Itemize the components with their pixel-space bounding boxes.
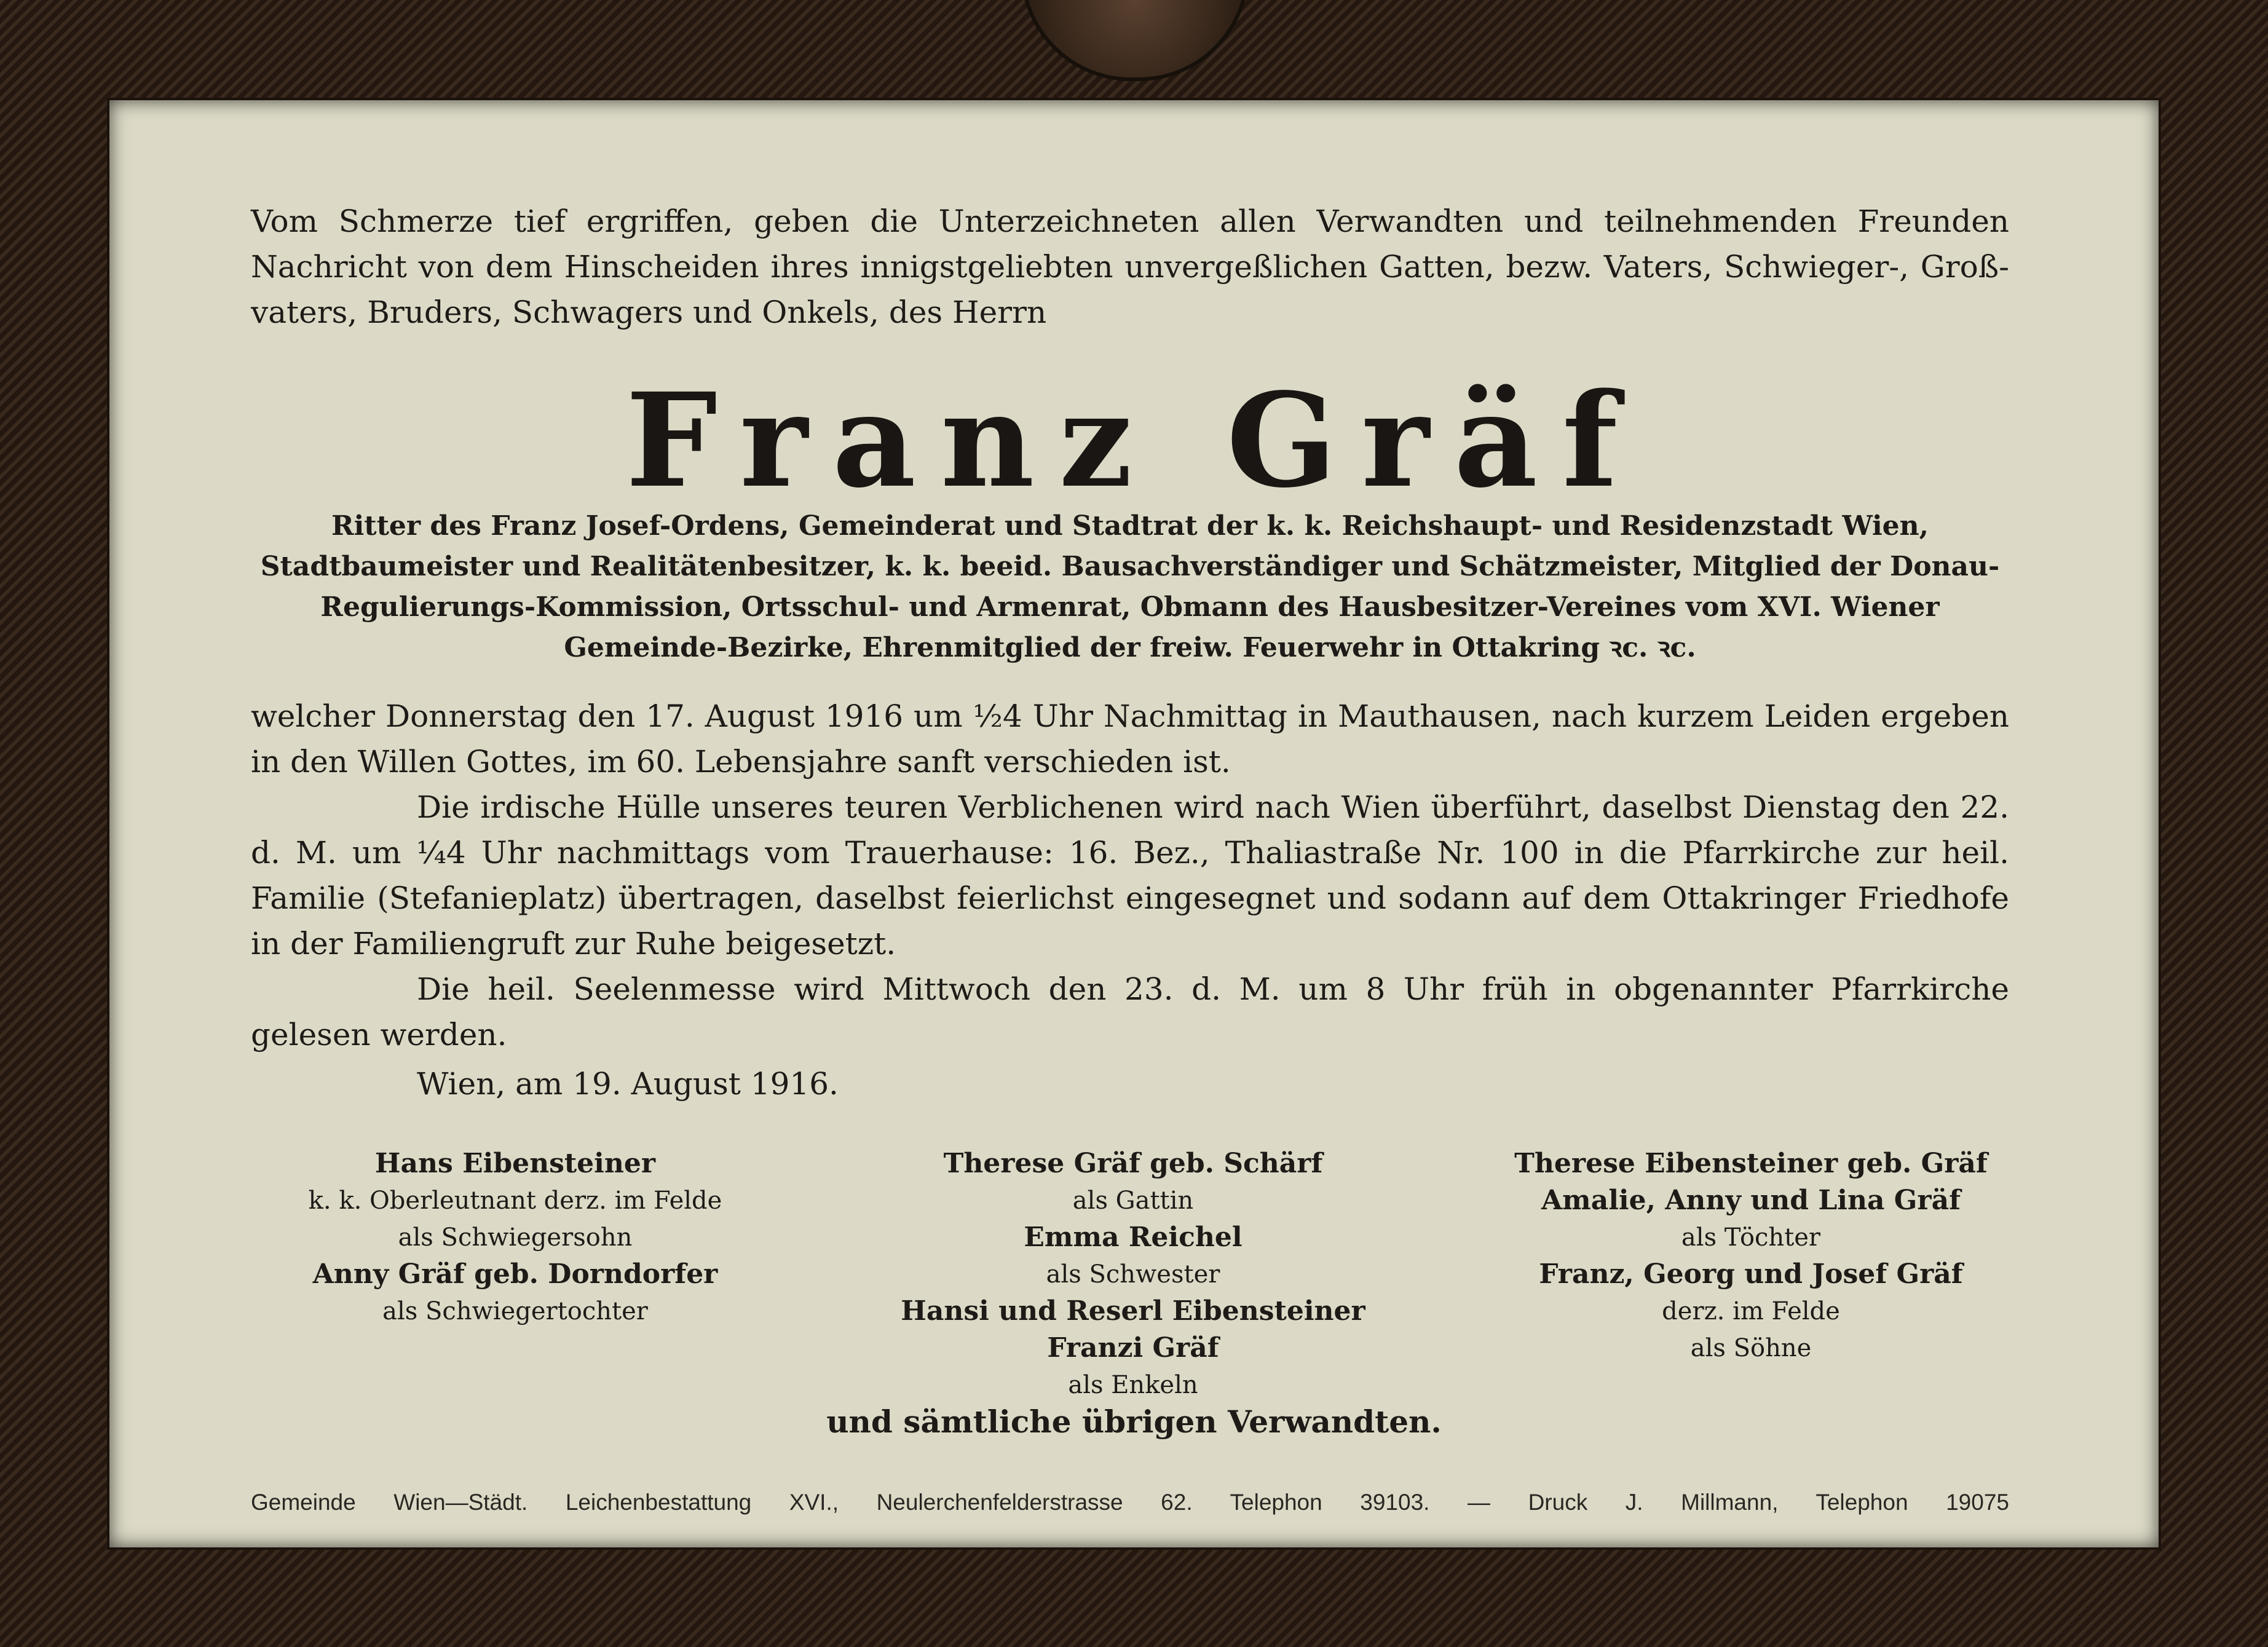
mourner-name: Hans Eibensteiner <box>374 1148 656 1179</box>
printer-footer: Gemeinde Wien—Städt. Leichenbestattung XVI., Neulerchenfelderstrasse 62. Telephon 39103. — Druck J. Millmann, Telephon 19075 <box>251 1490 2009 1515</box>
deceased-titles: Ritter des Franz Josef-Ordens, Gemeinderat und Stadtrat der k. k. Reichshaupt- und Residenzstadt Wien, Stadtbaumeister und Realitätenbesitzer, k. k. beeid. Bausachverständiger und Schätzmeister, Mitglied der Donau-Regulierungs-Kommission, Ortsschul- und Armenrat, Obmann des Hausbesitzer-Vereines vom XVI. Wiener Gemeinde-Bezirke, Ehrenmitglied der freiw. Feuerwehr in Ottakring ꝛc. ꝛc. <box>260 510 2000 663</box>
place-date: Wien, am 19. August 1916. <box>417 1066 839 1102</box>
notice-body <box>251 693 2009 1057</box>
mourner-name: Anny Gräf geb. Dorndorfer <box>312 1258 718 1290</box>
mourner-relation: als Söhne <box>1690 1334 1812 1362</box>
death-notice-card <box>109 100 2159 1547</box>
mourner-name: Hansi und Reserl Eibensteiner <box>901 1295 1365 1327</box>
funeral-paragraph: Die irdische Hülle unseres teuren Verblichenen wird nach Wien überführt, daselbst Dienstag den 22. d. M. um ¼4 Uhr nachmittags vom Trauerhause: 16. Bez., Thaliastraße Nr. 100 in die Pfarrkirche zur heil. Familie (Stefanieplatz) übertragen, daselbst feierlichst eingesegnet und sodann auf dem Ottakringer Friedhofe in der Familiengruft zur Ruhe beigesetzt. <box>251 789 2009 962</box>
mourner-relation: als Gattin <box>1072 1187 1194 1215</box>
mourners-column-right <box>1444 1145 2058 1367</box>
mourner-relation: als Schwiegersohn <box>398 1223 633 1252</box>
mourner-relation: als Schwiegertochter <box>382 1297 648 1325</box>
mourner-name: Amalie, Anny und Lina Gräf <box>1541 1185 1961 1216</box>
mourner-relation: als Schwester <box>1046 1260 1220 1289</box>
mourner-name: Emma Reichel <box>1024 1222 1243 1253</box>
mourners-column-center <box>826 1145 1440 1404</box>
mourner-role: k. k. Oberleutnant derz. im Felde <box>308 1187 722 1215</box>
mourner-role: derz. im Felde <box>1662 1297 1840 1325</box>
mourner-name: Franzi Gräf <box>1047 1332 1219 1364</box>
mourners-column-left <box>208 1145 823 1330</box>
death-paragraph: welcher Donnerstag den 17. August 1916 um ½4 Uhr Nachmittag in Mauthausen, nach kurzem Leiden ergeben in den Willen Gottes, im 60. Lebensjahre sanft verschieden ist. <box>251 698 2009 780</box>
deceased-name: Franz Gräf <box>625 365 1643 516</box>
intro-text: Vom Schmerze tief ergriffen, geben die Unterzeichneten allen Verwandten und teilnehmenden Freunden Nachricht von dem Hinscheiden ihres innigstgeliebten unvergeßlichen Gatten, bezw. Vaters, Schwieger-, Groß- vaters, Bruders, Schwagers und Onkels, des Herrn <box>251 203 2009 330</box>
mourner-name: Franz, Georg und Josef Gräf <box>1539 1258 1963 1290</box>
closing-line: und sämtliche übrigen Verwandten. <box>826 1404 1442 1440</box>
mourner-name: Therese Gräf geb. Schärf <box>943 1148 1323 1179</box>
mass-paragraph: Die heil. Seelenmesse wird Mittwoch den 23. d. M. um 8 Uhr früh in obgenannter Pfarrkirche gelesen werden. <box>251 971 2009 1053</box>
mourner-relation: als Enkeln <box>1068 1371 1198 1399</box>
mourner-name: Therese Eibensteiner geb. Gräf <box>1514 1148 1988 1179</box>
mourner-relation: als Töchter <box>1681 1223 1821 1252</box>
